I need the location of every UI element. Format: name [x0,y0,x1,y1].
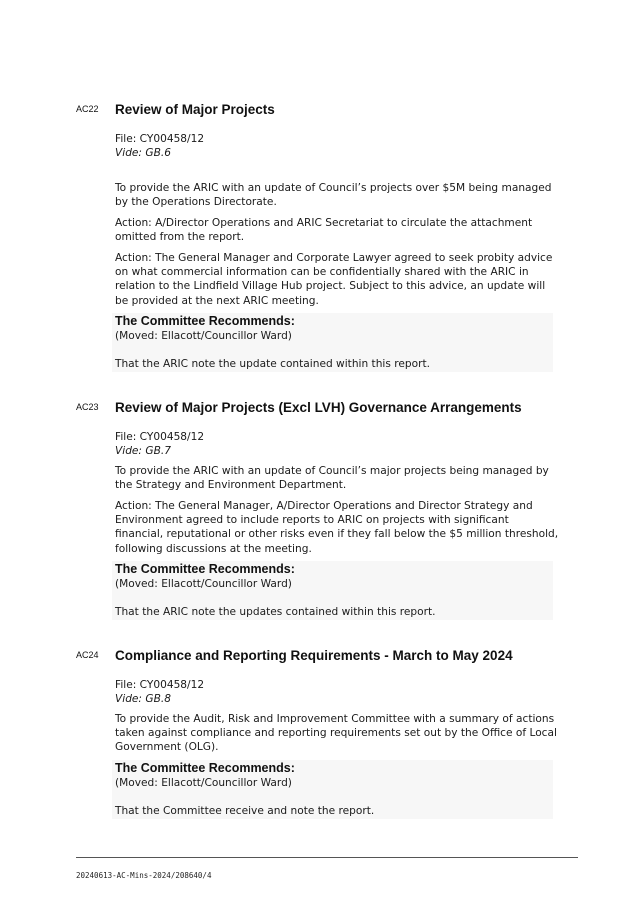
purpose-paragraph: To provide the Audit, Risk and Improvement Committee with a summary of actions taken against compliance and reporting requirements set out by the Office of Local Government (OLG). [115,713,557,754]
document-reference: 20240613-AC-Mins-2024/208640/4 [76,871,212,880]
action-paragraph: Action: The General Manager, A/Director Operations and Director Strategy and Environment agreed to include reports to ARIC on projects with significant financial, reputational or other risks even if they fall below the $5 million threshold, following discussions at the meeting. [115,500,559,555]
item-title: Review of Major Projects [115,102,275,117]
item-code: AC24 [76,650,99,660]
vide-reference: Vide: GB.8 [115,693,171,705]
purpose-paragraph: To provide the ARIC with an update of Council’s major projects being managed by the Strategy and Environment Department. [115,465,549,492]
file-reference: File: CY00458/12 [115,679,205,691]
purpose-paragraph: To provide the ARIC with an update of Council’s projects over $5M being managed by the Operations Directorate. [115,182,552,209]
action-paragraph: Action: A/Director Operations and ARIC Secretariat to circulate the attachment omitted from the report. [115,217,533,244]
footer-divider [76,857,578,858]
action-paragraph: Action: The General Manager and Corporate Lawyer agreed to seek probity advice on what commercial information can be confidentially shared with the ARIC in relation to the Lindfield Village Hub project. Subject to this advice, an update will be provided at the next ARIC meeting. [115,252,553,307]
item-title: Review of Major Projects (Excl LVH) Governance Arrangements [115,400,522,415]
recommendation-heading: The Committee Recommends: [115,314,295,328]
file-reference: File: CY00458/12 [115,431,205,443]
recommendation-heading: The Committee Recommends: [115,562,295,576]
file-reference: File: CY00458/12 [115,133,205,145]
item-code: AC22 [76,104,99,114]
item-title: Compliance and Reporting Requirements - March to May 2024 [115,648,513,663]
moved-line: (Moved: Ellacott/Councillor Ward) [115,777,292,789]
resolution-text: That the ARIC note the updates contained within this report. [115,606,436,618]
moved-line: (Moved: Ellacott/Councillor Ward) [115,330,292,342]
resolution-text: That the Committee receive and note the report. [115,805,375,817]
item-code: AC23 [76,402,99,412]
moved-line: (Moved: Ellacott/Councillor Ward) [115,578,292,590]
vide-reference: Vide: GB.7 [115,445,171,457]
resolution-text: That the ARIC note the update contained within this report. [115,358,430,370]
vide-reference: Vide: GB.6 [115,147,171,159]
recommendation-heading: The Committee Recommends: [115,761,295,775]
